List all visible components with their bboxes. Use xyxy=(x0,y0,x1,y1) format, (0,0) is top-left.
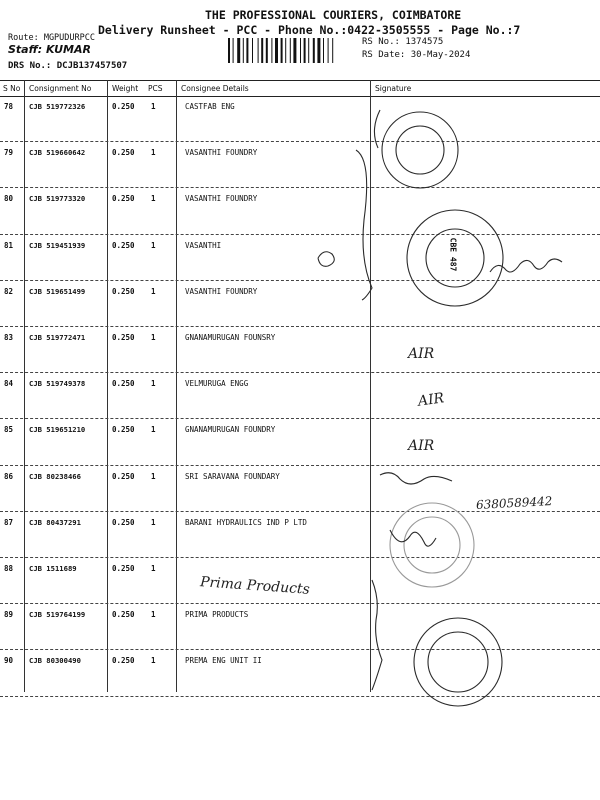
row-consignment-no: CJB 519660642 xyxy=(29,148,86,158)
row-weight: 0.250 xyxy=(112,102,135,111)
rs-date: RS Date: 30-May-2024 xyxy=(362,50,471,60)
row-pcs: 1 xyxy=(151,610,156,620)
row-sno: 89 xyxy=(4,610,14,620)
row-consignee: VASANTHI FOUNDRY xyxy=(185,148,258,158)
row-pcs: 1 xyxy=(151,564,156,573)
row-consignee: VASANTHI FOUNDRY xyxy=(185,286,258,296)
row-weight: 0.250 xyxy=(112,425,135,435)
col-header-sno: S No xyxy=(3,84,21,93)
row-consignment-no: CJB 519749378 xyxy=(29,379,86,389)
row-pcs: 1 xyxy=(151,286,156,296)
row-pcs: 1 xyxy=(151,471,156,481)
row-consignee: BARANI HYDRAULICS IND P LTD xyxy=(185,517,307,527)
row-sno: 78 xyxy=(4,102,14,111)
col-header-signature: Signature xyxy=(375,84,412,93)
row-weight: 0.250 xyxy=(112,148,135,158)
rs-number: RS No.: 1374575 xyxy=(362,37,444,47)
prima-products-stamp xyxy=(414,618,502,706)
row-pcs: 1 xyxy=(151,102,156,111)
signature-stroke xyxy=(380,473,452,484)
row-consignee: PREMA ENG UNIT II xyxy=(185,656,262,666)
row-pcs: 1 xyxy=(151,333,156,342)
row-consignee: VASANTHI xyxy=(185,240,222,250)
row-weight: 0.250 xyxy=(112,379,135,389)
row-consignee: VASANTHI FOUNDRY xyxy=(185,194,258,204)
row-consignee: SRI SARAVANA FOUNDARY xyxy=(185,471,280,481)
row-consignee: GNANAMURUGAN FOUNDRY xyxy=(185,425,276,435)
signature-stroke xyxy=(490,259,562,272)
row-consignee: GNANAMURUGAN FOUNSRY xyxy=(185,333,276,342)
row-pcs: 1 xyxy=(151,517,156,527)
row-consignment-no: CJB 80238466 xyxy=(29,471,81,481)
row-pcs: 1 xyxy=(151,194,156,204)
row-consignment-no: CJB 519651210 xyxy=(29,425,86,435)
row-weight: 0.250 xyxy=(112,656,135,666)
row-pcs: 1 xyxy=(151,379,156,389)
faint-stamp xyxy=(390,503,474,587)
handwritten-note: Prima Products xyxy=(199,574,311,598)
row-sno: 82 xyxy=(4,286,14,296)
row-weight: 0.250 xyxy=(112,240,135,250)
row-consignment-no: CJB 1511689 xyxy=(29,564,77,573)
row-pcs: 1 xyxy=(151,148,156,158)
bracket-mark xyxy=(356,150,372,300)
company-stamp xyxy=(382,112,458,188)
row-consignment-no: CJB 519764199 xyxy=(29,610,86,620)
row-sno: 80 xyxy=(4,194,14,204)
row-sno: 83 xyxy=(4,333,14,342)
row-pcs: 1 xyxy=(151,425,156,435)
row-consignment-no: CJB 519772471 xyxy=(29,333,86,342)
row-consignment-no: CJB 519773320 xyxy=(29,194,86,204)
row-weight: 0.250 xyxy=(112,333,135,342)
row-sno: 85 xyxy=(4,425,14,435)
handwritten-phone: 6380589442 xyxy=(475,494,553,512)
row-consignment-no: CJB 519651499 xyxy=(29,286,86,296)
row-weight: 0.250 xyxy=(112,286,135,296)
col-header-weight: Weight xyxy=(112,84,139,93)
row-sno: 90 xyxy=(4,656,14,666)
row-weight: 0.250 xyxy=(112,194,135,204)
row-consignee: CASTFAB ENG xyxy=(185,102,235,111)
company-title: THE PROFESSIONAL COURIERS, COIMBATORE xyxy=(205,8,462,22)
col-header-pcs: PCS xyxy=(148,84,163,93)
row-pcs: 1 xyxy=(151,240,156,250)
row-sno: 79 xyxy=(4,148,14,158)
row-consignee: PRIMA PRODUCTS xyxy=(185,610,249,620)
signature-stroke xyxy=(390,530,436,546)
row-consignment-no: CJB 519451939 xyxy=(29,240,86,250)
drs-number: DRS No.: DCJB137457507 xyxy=(8,61,128,71)
row-sno: 87 xyxy=(4,517,14,527)
row-sno: 81 xyxy=(4,240,14,250)
row-sno: 84 xyxy=(4,379,14,389)
handwritten-initials: AIR xyxy=(417,390,446,410)
runsheet-subtitle: Delivery Runsheet - PCC - Phone No.:0422-3505555 - Page No.:7 xyxy=(98,23,521,37)
row-consignment-no: CJB 519772326 xyxy=(29,102,86,111)
bracket-mark xyxy=(372,580,382,690)
row-sno: 88 xyxy=(4,564,14,573)
row-weight: 0.250 xyxy=(112,471,135,481)
route-label: Route: MGPUDURPCC xyxy=(8,33,95,43)
row-weight: 0.250 xyxy=(112,610,135,620)
col-header-consignment: Consignment No xyxy=(29,84,92,93)
row-sno: 86 xyxy=(4,471,14,481)
handwritten-initials: AIR xyxy=(408,346,435,362)
stamp-code: CBE 487 xyxy=(448,237,458,272)
signature-stroke xyxy=(318,252,334,267)
row-pcs: 1 xyxy=(151,656,156,666)
row-consignee: VELMURUGA ENGG xyxy=(185,379,249,389)
row-weight: 0.250 xyxy=(112,517,135,527)
signature-stroke xyxy=(374,110,380,148)
handwritten-initials: AIR xyxy=(408,438,435,454)
row-consignment-no: CJB 80300490 xyxy=(29,656,81,666)
col-header-consignee: Consignee Details xyxy=(181,84,249,93)
staff-label: Staff: KUMAR xyxy=(8,43,91,56)
row-consignment-no: CJB 80437291 xyxy=(29,517,81,527)
row-weight: 0.250 xyxy=(112,564,135,573)
